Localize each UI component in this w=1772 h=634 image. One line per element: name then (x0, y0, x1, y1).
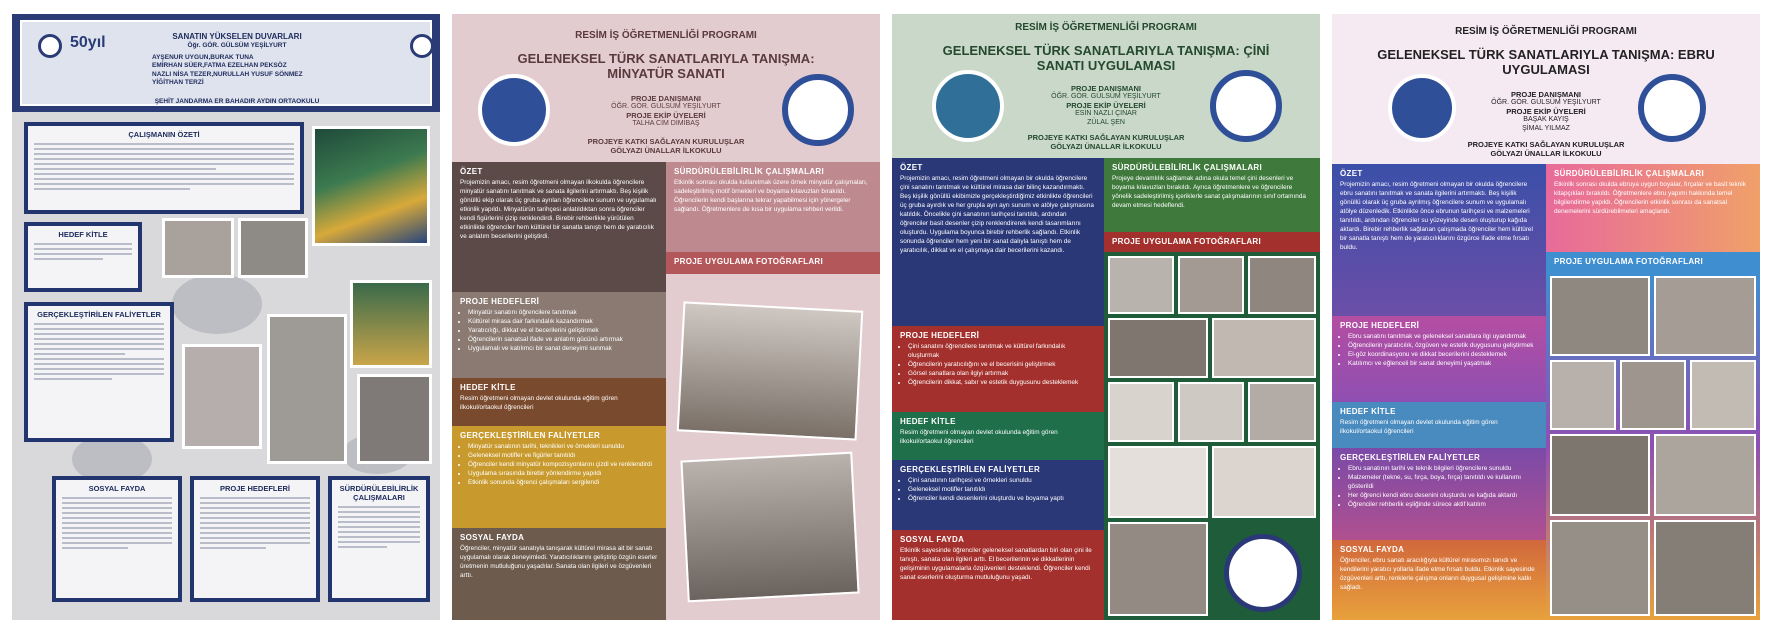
sustain-section (1546, 164, 1760, 252)
anniversary-logo: 50yıl (70, 34, 106, 51)
goals-heading: PROJE HEDEFLERİ (219, 484, 290, 493)
sustain-text: Projeye devamlılık sağlamak adına okula temel çini desenleri ve boyama kılavuzları bırakıldı. Ayrıca öğretmenlere ve öğrencilere yönelik sadeleştirilmiş içeriklerle sanat çalışmalarının sınıf ortamında devam etmesi hedeflendi. (1112, 175, 1306, 209)
list-item: • Öğrencilerin sanatsal ifade ve anlatım gücünü artırmak (468, 336, 658, 345)
list-item: • Malzemeler (tekne, su, fırça, boya, fırça) tanıtıldı ve kullanımı gösterildi (1348, 474, 1538, 492)
list-item: • Ebru sanatını tanıtmak ve geleneksel sanatlara ilgi uyandırmak (1348, 333, 1538, 342)
list-item: • Öğrenciler kendi desenlerini oluşturdu ve boyama yaptı (908, 495, 1096, 504)
goals-section (892, 326, 1104, 412)
team-line: YİĞİTHAN TERZİ (152, 79, 204, 87)
summary-heading: ÇALIŞMANIN ÖZETİ (128, 130, 200, 139)
list-item: • Uygulamalı ve katılımcı bir sanat deneyimi sunmak (468, 345, 658, 354)
partner-label: PROJEYE KATKI SAĞLAYAN KURULUŞLAR (587, 136, 745, 146)
poster-title: GELENEKSEL TÜRK SANATLARIYLA TANIŞMA: MİNYATÜR SANATI (517, 51, 815, 81)
poster-title: GELENEKSEL TÜRK SANATLARIYLA TANIŞMA: EBRU UYGULAMASI (1377, 47, 1715, 77)
sustain-heading: SÜRDÜRÜLEBİLİRLİK ÇALIŞMALARI (1554, 169, 1705, 178)
team-label: PROJE EKİP ÜYELERİ (626, 111, 706, 121)
tile-plate (1224, 534, 1302, 612)
sustain-heading: SÜRDÜRÜLEBİLİRLİK ÇALIŞMALARI (1112, 163, 1263, 172)
goals-heading: PROJE HEDEFLERİ (460, 297, 540, 306)
list-item: • Etkinlik sonunda öğrenci çalışmaları sergilendi (468, 479, 658, 488)
social-heading: SOSYAL FAYDA (1340, 545, 1405, 554)
partner (1392, 140, 1700, 158)
target-heading: HEDEF KİTLE (1340, 407, 1396, 416)
list-item: • Geleneksel motifler tanıtıldı (908, 486, 1096, 495)
social-section (892, 530, 1104, 620)
summary-heading: ÖZET (900, 163, 923, 172)
social-box (52, 476, 182, 602)
list-item: • El-göz koordinasyonu ve dikkat becerilerini desteklemek (1348, 351, 1538, 360)
marbling-photo (1620, 360, 1686, 430)
list-item: • Her öğrenci kendi ebru desenini oluşturdu ve kağıda aktardı (1348, 492, 1538, 501)
team-name: ESİN NAZLI ÇINAR (1075, 110, 1137, 118)
school-name: ŞEHİT JANDARMA ER BAHADIR AYDIN ORTAOKULU (154, 98, 320, 105)
team-label: PROJE EKİP ÜYELERİ (1066, 101, 1146, 111)
team-line: NAZLI NİSA TEZER,NURULLAH YUSUF SÖNMEZ (152, 70, 303, 78)
summary-box (24, 122, 304, 214)
poster-title: SANATIN YÜKSELEN DUVARLARI (172, 32, 302, 41)
list-item: • Yaratıcılığı, dikkat ve el becerilerini geliştirmek (468, 327, 658, 336)
summary-section (892, 158, 1104, 326)
tile-photo (1108, 446, 1208, 518)
team-label: PROJE EKİP ÜYELERİ (1506, 107, 1586, 117)
classroom-photo (1108, 318, 1208, 378)
photos-heading: PROJE UYGULAMA FOTOĞRAFLARI (1112, 237, 1261, 246)
advisor-name: ÖĞR. GÖR. GÜLSÜM YEŞİLYURT (1051, 93, 1161, 100)
list-item: • Minyatür sanatının tarihi, teknikleri ve örnekleri sunuldu (468, 443, 658, 452)
university-logo (38, 34, 62, 58)
classroom-photo (1550, 520, 1650, 616)
tile-photo (1248, 382, 1316, 442)
goals-section (452, 292, 666, 378)
tile-photo (1108, 382, 1174, 442)
photos-header (666, 252, 880, 274)
summary-text: Projemizin amacı, resim öğretmeni olmayan bir okulda öğrencilere ebru sanatını tanıtmak ve sanata ilgilerini artırmaktı. Beş kişilik gönüllü olarak üç gruba ayrılmış öğrencilere sunum ve uygulamalı atölye düzenledik. Etkinlikte önce ebrunun tarihçesi ve malzemeleri tanıtıldı, ardından öğrenciler su yüzeyinde desen oluşturup kağıda aktardı. Birebir rehberlik sağlanan çalışmada öğrenciler hem kültürel bir sanatla tanıştı hem de yaratıcılıklarını özgürce ifade etme fırsatı buldu. (1340, 181, 1533, 251)
photo-grid (1104, 252, 1320, 620)
activity-photo (162, 218, 234, 278)
partner-label: PROJEYE KATKI SAĞLAYAN KURULUŞLAR (1027, 133, 1185, 143)
social-heading: SOSYAL FAYDA (460, 533, 525, 542)
activities-list (460, 443, 658, 488)
credits (1460, 90, 1632, 133)
social-heading: SOSYAL FAYDA (88, 484, 146, 493)
list-item: • Öğrenciler rehberlik eşliğinde sürece aktif katılım (1348, 501, 1538, 510)
poster-minyatur (452, 14, 880, 620)
advisor-label: PROJE DANIŞMANI (1510, 90, 1581, 99)
goals-list (1340, 333, 1538, 369)
mural-painting-photo (182, 344, 262, 449)
list-item: • Görsel sanatlara olan ilgiyi artırmak (908, 370, 1096, 379)
list-item: • Öğrencilerin dikkat, sabır ve estetik duygusunu desteklemek (908, 379, 1096, 388)
classroom-photo (677, 301, 864, 440)
partner-name: GÖLYAZI ÜNALLAR İLKOKULU (1490, 149, 1602, 158)
list-item: • Öğrencilerin yaratıcılık, özgüven ve estetik duygusunu geliştirmek (1348, 342, 1538, 351)
photos-header (1104, 232, 1320, 252)
team-name: TALHA CİM DİMİBAŞ (632, 120, 700, 128)
activities-list (900, 477, 1096, 504)
list-item: • Çini sanatını öğrencilere tanıtmak ve kültürel farkındalık oluşturmak (908, 343, 1096, 361)
social-section (452, 528, 666, 620)
program-title: RESİM İŞ ÖĞRETMENLİĞİ PROGRAMI (575, 30, 757, 41)
photo-grid (1546, 272, 1760, 620)
classroom-photo (1212, 318, 1316, 378)
goals-list (460, 309, 658, 354)
activities-section (892, 460, 1104, 530)
faculty-logo (410, 34, 434, 58)
summary-section (1332, 164, 1546, 316)
classroom-photo (1654, 434, 1756, 516)
target-heading: HEDEF KİTLE (900, 417, 956, 426)
team-name: ZÜLAL ŞEN (1087, 118, 1125, 126)
target-section (452, 378, 666, 426)
program-title: RESİM İŞ ÖĞRETMENLİĞİ PROGRAMI (1015, 22, 1197, 33)
summary-heading: ÖZET (460, 167, 483, 176)
summary-text: Projemizin amacı, resim öğretmeni olmayan ilkokulda öğrencilere minyatür sanatını tanıtmak ve sanata ilgilerini artırmaktı. Beş kişilik gönüllü ekip olarak üç gruba ayrılan öğrencilere sunum ve uygulamalı etkinlik yapıldı. Minyatürün tarihçesi anlatıldıktan sonra öğrenciler kendi figürlerini çizip renklendirdi. Birebir rehberlikle yürütülen etkinlikte öğrenciler hem kültürel bir sanatla tanıştı hem de yaratıcılık ve anlatım becerilerini geliştirdi. (460, 179, 657, 240)
photos-heading: PROJE UYGULAMA FOTOĞRAFLARI (674, 257, 823, 266)
advisor-name: ÖĞR. GÖR. GÜLSÜM YEŞİLYURT (1491, 99, 1601, 106)
team-names (152, 54, 352, 88)
target-text: Resim öğretmeni olmayan devlet okulunda eğitim gören ilkokul/ortaokul öğrencileri (460, 395, 618, 411)
classroom-photo (1178, 256, 1244, 314)
classroom-photo (1550, 434, 1650, 516)
advisor-name: Öğr. GÖR. GÜLSÜM YEŞİLYURT (187, 42, 287, 49)
partner-label: PROJEYE KATKI SAĞLAYAN KURULUŞLAR (1467, 140, 1625, 149)
social-heading: SOSYAL FAYDA (900, 535, 965, 544)
list-item: • Katılımcı ve eğlenceli bir sanat deneyimi yaşatmak (1348, 360, 1538, 369)
sustain-text: Etkinlik sonrası okulda kullanılmak üzere örnek minyatür çalışmaları, sadeleştirilmiş motif örnekleri ve boyama kılavuzları bırakıldı. Öğrencilerin kendi başlarına tekrar yapabilmesi için yönergeler sağlandı. Öğretmenlere de kısa bir uygulama rehberi verildi. (674, 179, 868, 213)
sustain-section (1104, 158, 1320, 232)
advisor-label: PROJE DANIŞMANI (1070, 84, 1141, 93)
classroom-photo (1108, 522, 1208, 616)
program-title: RESİM İŞ ÖĞRETMENLİĞİ PROGRAMI (1455, 26, 1637, 37)
goals-heading: PROJE HEDEFLERİ (1340, 321, 1420, 330)
classroom-photo (1550, 276, 1650, 356)
classroom-photo (1248, 256, 1316, 314)
advisor-label: PROJE DANIŞMANI (630, 94, 701, 103)
target-heading: HEDEF KİTLE (460, 383, 516, 392)
tile-photo (1178, 382, 1244, 442)
summary-section (452, 162, 666, 292)
partner-name: GÖLYAZI ÜNALLAR İLKOKULU (1050, 142, 1162, 152)
poster-sanatin-yukselen-duvarlari (12, 14, 440, 620)
social-text: Öğrenciler, minyatür sanatıyla tanışarak kültürel mirasa ait bir sanatı uygulamalı olarak deneyimledi. Yaratıcılıklarını geliştirip özgün eserler üretmenin mutluluğunu yaşadılar. Sanata olan ilgileri ve özgüvenleri arttı. (460, 545, 658, 579)
activities-heading: GERÇEKLEŞTİRİLEN FALİYETLER (37, 310, 161, 319)
activities-heading: GERÇEKLEŞTİRİLEN FALİYETLER (460, 431, 601, 440)
goals-list (900, 343, 1096, 388)
photos-header (1546, 252, 1760, 272)
activities-list (1340, 465, 1538, 510)
team-name: ŞİMAL YILMAZ (1522, 124, 1570, 132)
marbling-photo (1550, 360, 1616, 430)
social-text: Etkinlik sayesinde öğrenciler geleneksel sanatlardan biri olan çini ile tanıştı, sanata olan ilgileri arttı. El becerilerinin ve dikkatlerinin gelişiminin uygulamalarla özgüvenleri desteklendi. Öğrenciler kendi sanat eserlerini oluşturma mutluluğunu yaşadı. (900, 547, 1092, 581)
photos-heading: PROJE UYGULAMA FOTOĞRAFLARI (1554, 257, 1703, 266)
target-text: Resim öğretmeni olmayan devlet okulunda eğitim gören ilkokul/ortaokul öğrencileri (1340, 419, 1498, 435)
sustain-text: Etkinlik sonrası okulda ebruya uygun boyalar, fırçalar ve basit teknik kitapçıkları bırakıldı. Öğretmenlere ebru yapımı hakkında temel bilgilendirme yapıldı. Öğrencilerin etkinlik sonrası da sanatsal denemelerini sürdürebilmeleri amaçlandı. (1554, 181, 1746, 215)
header-band (12, 14, 440, 112)
summary-text: Projemizin amacı, resim öğretmeni olmayan bir okulda öğrencilere çini sanatını tanıtmak ve kültürel mirasa dair bilinç kazandırmaktı. Beş kişilik gönüllü ekibimizle gerçekleştirdiğimiz etkinlikte öğrencileri üç gruba ayırdık ve her grupla ayrı ayrı sunum ve atölye çalışmasına katıldık. Öncelikle çini sanatının tarihçesi tanıtıldı, ardından öğrenciler basit desenler çizip renklendirerek kendi tasarımlarını oluşturdu. Uygulama boyunca birebir rehberlik sağlandı. Etkinlik sonunda öğrenciler hem yeni bir sanat dalıyla tanıştı hem de yaratıcılık, dikkat ve el çalışmaya dair becerilerini kazandı. (900, 175, 1094, 254)
mural-painting-photo (267, 314, 347, 464)
mural-photo (350, 280, 432, 368)
goals-heading: PROJE HEDEFLERİ (900, 331, 980, 340)
faculty-seal (1210, 70, 1282, 142)
tile-photo (1212, 446, 1316, 518)
target-section (892, 412, 1104, 460)
sustain-heading: SÜRDÜRÜLEBİLİRLİK ÇALIŞMALARI (674, 167, 825, 176)
partner-name: GÖLYAZI ÜNALLAR İLKOKULU (610, 145, 722, 155)
summary-heading: ÖZET (1340, 169, 1363, 178)
target-box (24, 222, 142, 292)
list-item: • Ebru sanatının tarihi ve teknik bilgileri öğrencilere sunuldu (1348, 465, 1538, 474)
classroom-photo (1108, 256, 1174, 314)
classroom-photo (1654, 276, 1756, 356)
student-photo (357, 374, 432, 464)
team-line: EMİRHAN SÜER,FATMA EZELHAN PEKSÖZ (152, 62, 287, 70)
advisor-name: ÖĞR. GÖR. GÜLSÜM YEŞİLYURT (611, 103, 721, 110)
credits (562, 94, 770, 155)
marbling-photo (1690, 360, 1756, 430)
sustain-box (328, 476, 430, 602)
list-item: • Geleneksel motifler ve figürler tanıtıldı (468, 452, 658, 461)
mural-photo (312, 126, 430, 246)
list-item: • Minyatür sanatını öğrencilere tanıtmak (468, 309, 658, 318)
goals-box (190, 476, 320, 602)
list-item: • Uygulama sırasında birebir yönlendirme yapıldı (468, 470, 658, 479)
poster-cini (892, 14, 1320, 620)
university-seal (478, 74, 550, 146)
sustain-heading: SÜRDÜRÜLEBİLİRLİK ÇALIŞMALARI (339, 484, 419, 502)
sustain-section (666, 162, 880, 252)
target-heading: HEDEF KİTLE (58, 230, 108, 239)
classroom-photo (680, 452, 859, 603)
activities-heading: GERÇEKLEŞTİRİLEN FALİYETLER (1340, 453, 1481, 462)
classroom-photo (1654, 520, 1756, 616)
list-item: • Öğrenciler kendi minyatür kompozisyonlarını çizdi ve renklendirdi (468, 461, 658, 470)
target-section (1332, 402, 1546, 448)
social-text: Öğrenciler, ebru sanatı aracılığıyla kültürel mirasımızı tanıdı ve kendilerini yaratıcı yollarla ifade etme fırsatı buldu. Etkinlik sayesinde özgüvenleri arttı, renklerle çalışma onların duygusal gelişimine katkı sağladı. (1340, 557, 1535, 591)
goals-section (1332, 316, 1546, 402)
activity-photo (238, 218, 308, 278)
poster-ebru (1332, 14, 1760, 620)
university-seal (1388, 74, 1456, 142)
social-section (1332, 540, 1546, 620)
faculty-seal (1638, 74, 1706, 142)
team-name: BAŞAK KAYIŞ (1523, 116, 1569, 124)
list-item: • Öğrencilerin yaratıcılığını ve el becerisini geliştirmek (908, 361, 1096, 370)
activities-section (1332, 448, 1546, 540)
target-text: Resim öğretmeni olmayan devlet okulunda eğitim gören ilkokul/ortaokul öğrencileri (900, 429, 1058, 445)
team-line: AYŞENUR UYGUN,BURAK TUNA (152, 54, 254, 61)
paint-splash (172, 274, 262, 334)
poster-title: GELENEKSEL TÜRK SANATLARIYLA TANIŞMA: ÇİNİ SANATI UYGULAMASI (942, 43, 1270, 73)
faculty-seal (782, 74, 854, 146)
activities-section (452, 426, 666, 528)
activities-heading: GERÇEKLEŞTİRİLEN FALİYETLER (900, 465, 1041, 474)
credits (1012, 84, 1200, 151)
list-item: • Çini sanatının tarihçesi ve örnekleri sunuldu (908, 477, 1096, 486)
list-item: • Kültürel mirasa dair farkındalık kazandırmak (468, 318, 658, 327)
activities-box (24, 302, 174, 442)
university-seal (932, 70, 1004, 142)
header-panel (20, 20, 432, 106)
